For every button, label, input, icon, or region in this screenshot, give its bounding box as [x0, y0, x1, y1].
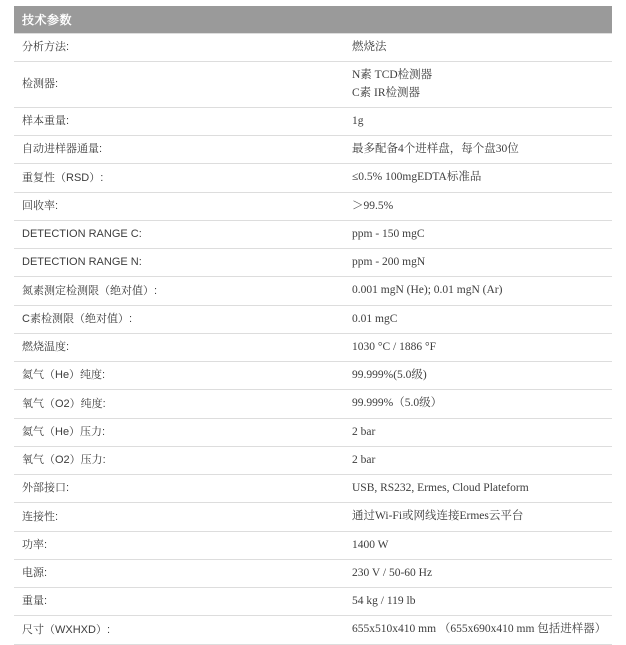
row-label: DETECTION RANGE C: [14, 220, 344, 248]
table-header-row [14, 6, 612, 34]
table-row [14, 362, 612, 390]
row-value: 99.999%(5.0级) [344, 362, 612, 390]
row-label: 重量: [14, 588, 344, 616]
row-value: 2 bar [344, 418, 612, 446]
row-label: 自动进样器通量: [14, 136, 344, 164]
row-value-line: C素 IR检测器 [352, 86, 421, 99]
row-value: 1g [344, 107, 612, 135]
table-row [14, 164, 612, 192]
table-row [14, 34, 612, 62]
row-value: 最多配备4个进样盘，每个盘30位 [344, 136, 612, 164]
row-label: 重复性（RSD）: [14, 164, 344, 192]
row-label: 氮素测定检测限（绝对值）: [14, 277, 344, 305]
row-label: 分析方法: [14, 34, 344, 62]
row-label: 功率: [14, 531, 344, 559]
row-value: 燃烧法 [344, 34, 612, 62]
row-label: 电源: [14, 559, 344, 587]
row-value: ＞99.5% [344, 192, 612, 220]
table-row [14, 390, 612, 418]
row-value: 1030 °C / 1886 °F [344, 333, 612, 361]
row-value: 通过Wi-Fi或网线连接Ermes云平台 [344, 503, 612, 531]
row-value: ≤0.5% 100mgEDTA标准品 [344, 164, 612, 192]
row-value: 0.001 mgN (He); 0.01 mgN (Ar) [344, 277, 612, 305]
row-label: 样本重量: [14, 107, 344, 135]
table-row [14, 418, 612, 446]
table-header [14, 6, 612, 34]
row-label: 燃烧温度: [14, 333, 344, 361]
row-value: 99.999%（5.0级） [344, 390, 612, 418]
row-label: 氦气（He）压力: [14, 418, 344, 446]
row-value: USB, RS232, Ermes, Cloud Plateform [344, 475, 612, 503]
specifications-table [14, 6, 612, 645]
row-value: ppm - 200 mgN [344, 249, 612, 277]
table-row [14, 277, 612, 305]
row-label: 氧气（O2）纯度: [14, 390, 344, 418]
table-row [14, 588, 612, 616]
row-value: 230 V / 50-60 Hz [344, 559, 612, 587]
table-row [14, 107, 612, 135]
row-value: 2 bar [344, 446, 612, 474]
row-label: 回收率: [14, 192, 344, 220]
table-row [14, 559, 612, 587]
table-row [14, 62, 612, 108]
row-value: 655x510x410 mm （655x690x410 mm 包括进样器） [344, 616, 612, 644]
row-value: ppm - 150 mgC [344, 220, 612, 248]
row-value: 1400 W [344, 531, 612, 559]
table-row [14, 192, 612, 220]
row-value: 54 kg / 119 lb [344, 588, 612, 616]
table-row [14, 136, 612, 164]
row-label: 氧气（O2）压力: [14, 446, 344, 474]
table-row [14, 503, 612, 531]
row-label: 检测器: [14, 62, 344, 108]
table-row [14, 220, 612, 248]
table-row [14, 446, 612, 474]
table-row [14, 305, 612, 333]
table-row [14, 616, 612, 644]
row-label: 连接性: [14, 503, 344, 531]
row-value-line: N素 TCD检测器 [352, 69, 433, 82]
row-label: 尺寸（WXHXD）: [14, 616, 344, 644]
table-row [14, 249, 612, 277]
row-value: 0.01 mgC [344, 305, 612, 333]
table-row [14, 531, 612, 559]
table-row [14, 475, 612, 503]
row-label: DETECTION RANGE N: [14, 249, 344, 277]
table-title: 技术参数 [14, 6, 612, 34]
table-row [14, 333, 612, 361]
row-value [344, 62, 612, 108]
row-label: C素检测限（绝对值）: [14, 305, 344, 333]
row-label: 氦气（He）纯度: [14, 362, 344, 390]
row-label: 外部接口: [14, 475, 344, 503]
table-body [14, 34, 612, 645]
